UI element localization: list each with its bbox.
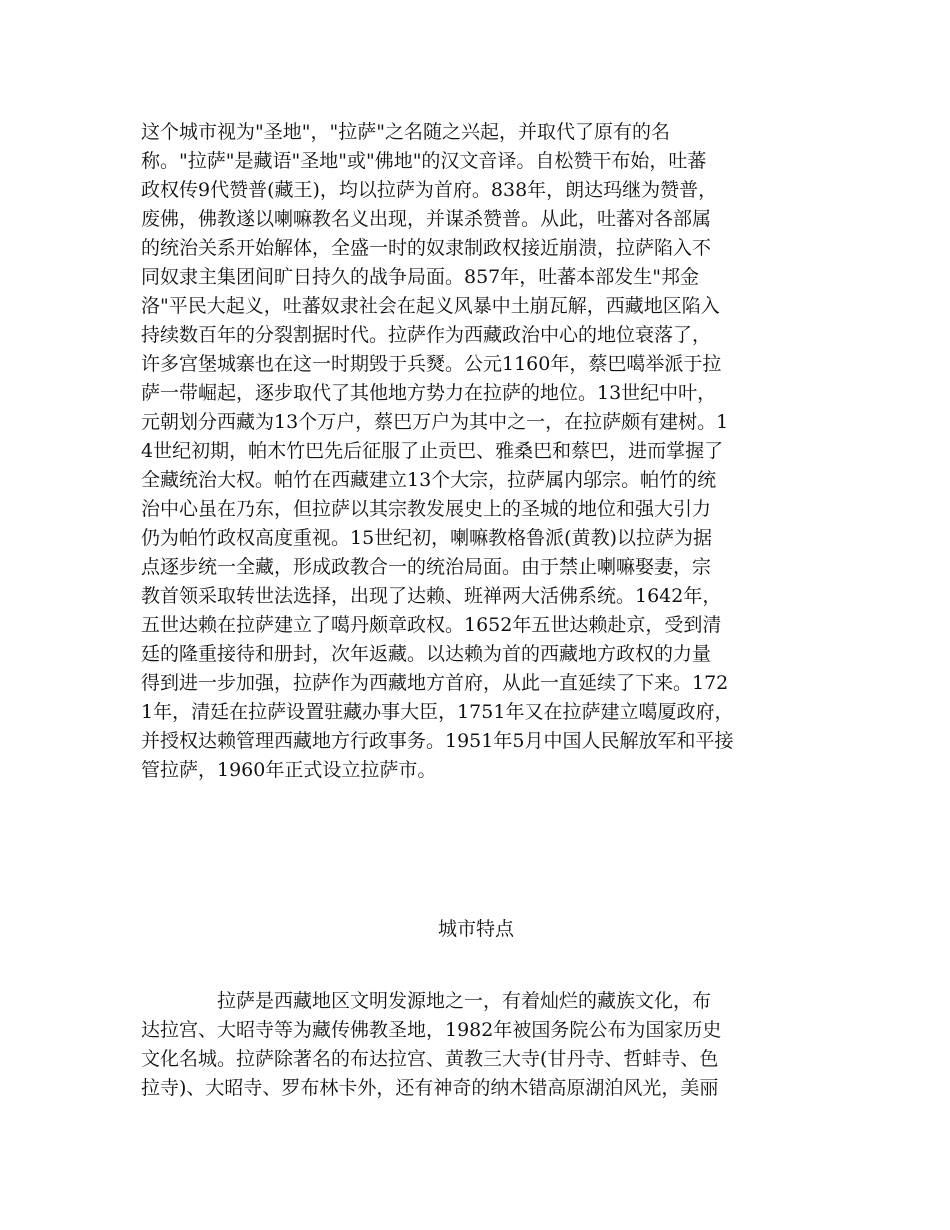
paragraph-line: 并授权达赖管理西藏地方行政事务。1951年5月中国人民解放军和平接: [141, 730, 734, 752]
paragraph-line: 点逐步统一全藏，形成政教合一的统治局面。由于禁止喇嘛娶妻，宗: [141, 556, 712, 578]
paragraph-line: 治中心虽在乃东，但拉萨以其宗教发展史上的圣城的地位和强大引力: [141, 498, 712, 520]
paragraph-line: 教首领采取转世法选择，出现了达赖、班禅两大活佛系统。1642年，: [141, 585, 722, 607]
paragraph-line: 五世达赖在拉萨建立了噶丹颇章政权。1652年五世达赖赴京，受到清: [141, 614, 722, 636]
paragraph-line: 废佛，佛教遂以喇嘛教名义出现，并谋杀赞普。从此，吐蕃对各部属: [141, 208, 712, 230]
city-features-paragraph: [141, 987, 811, 1103]
paragraph-line: 仍为帕竹政权高度重视。15世纪初，喇嘛教格鲁派(黄教)以拉萨为据: [141, 527, 713, 549]
paragraph-line: 这个城市视为"圣地"，"拉萨"之名随之兴起，并取代了原有的名: [141, 121, 670, 143]
history-paragraph: [141, 118, 811, 785]
paragraph-line: 政权传9代赞普(藏王)，均以拉萨为首府。838年，朗达玛继为赞普，: [141, 179, 718, 201]
paragraph-line: 的统治关系开始解体，全盛一时的奴隶制政权接近崩溃，拉萨陷入不: [141, 237, 712, 259]
paragraph-line: 称。"拉萨"是藏语"圣地"或"佛地"的汉文音译。自松赞干布始，吐蕃: [141, 150, 707, 172]
paragraph-line: 拉萨是西藏地区文明发源地之一，有着灿烂的藏族文化，布: [141, 990, 712, 1012]
paragraph-line: 许多宫堡城寨也在这一时期毁于兵燹。公元1160年，蔡巴噶举派于拉: [141, 353, 722, 375]
paragraph-line: 同奴隶主集团间旷日持久的战争局面。857年，吐蕃本部发生"邦金: [141, 266, 700, 288]
paragraph-line: 廷的隆重接待和册封，次年返藏。以达赖为首的西藏地方政权的力量: [141, 643, 712, 665]
paragraph-line: 拉寺)、大昭寺、罗布林卡外，还有神奇的纳木错高原湖泊风光，美丽: [141, 1077, 719, 1099]
paragraph-line: 1年，清廷在拉萨设置驻藏办事大臣，1751年又在拉萨建立噶厦政府，: [141, 701, 734, 723]
paragraph-line: 持续数百年的分裂割据时代。拉萨作为西藏政治中心的地位衰落了，: [141, 324, 712, 346]
paragraph-line: 洛"平民大起义，吐蕃奴隶社会在起义风暴中土崩瓦解，西藏地区陷入: [141, 295, 720, 317]
paragraph-line: 管拉萨，1960年正式设立拉萨市。: [141, 759, 437, 781]
paragraph-line: 达拉宫、大昭寺等为藏传佛教圣地，1982年被国务院公布为国家历史: [141, 1019, 722, 1041]
paragraph-line: 萨一带崛起，逐步取代了其他地方势力在拉萨的地位。13世纪中叶，: [141, 382, 717, 404]
paragraph-line: 全藏统治大权。帕竹在西藏建立13个大宗，拉萨属内邬宗。帕竹的统: [141, 469, 717, 491]
paragraph-line: 文化名城。拉萨除著名的布达拉宫、黄教三大寺(甘丹寺、哲蚌寺、色: [141, 1048, 719, 1070]
section-heading: 城市特点: [437, 918, 514, 940]
paragraph-line: 元朝划分西藏为13个万户，蔡巴万户为其中之一，在拉萨颇有建树。1: [141, 411, 729, 433]
paragraph-line: 4世纪初期，帕木竹巴先后征服了止贡巴、雅桑巴和蔡巴，进而掌握了: [141, 440, 724, 462]
paragraph-line: 得到进一步加强，拉萨作为西藏地方首府，从此一直延续了下来。172: [141, 672, 729, 694]
